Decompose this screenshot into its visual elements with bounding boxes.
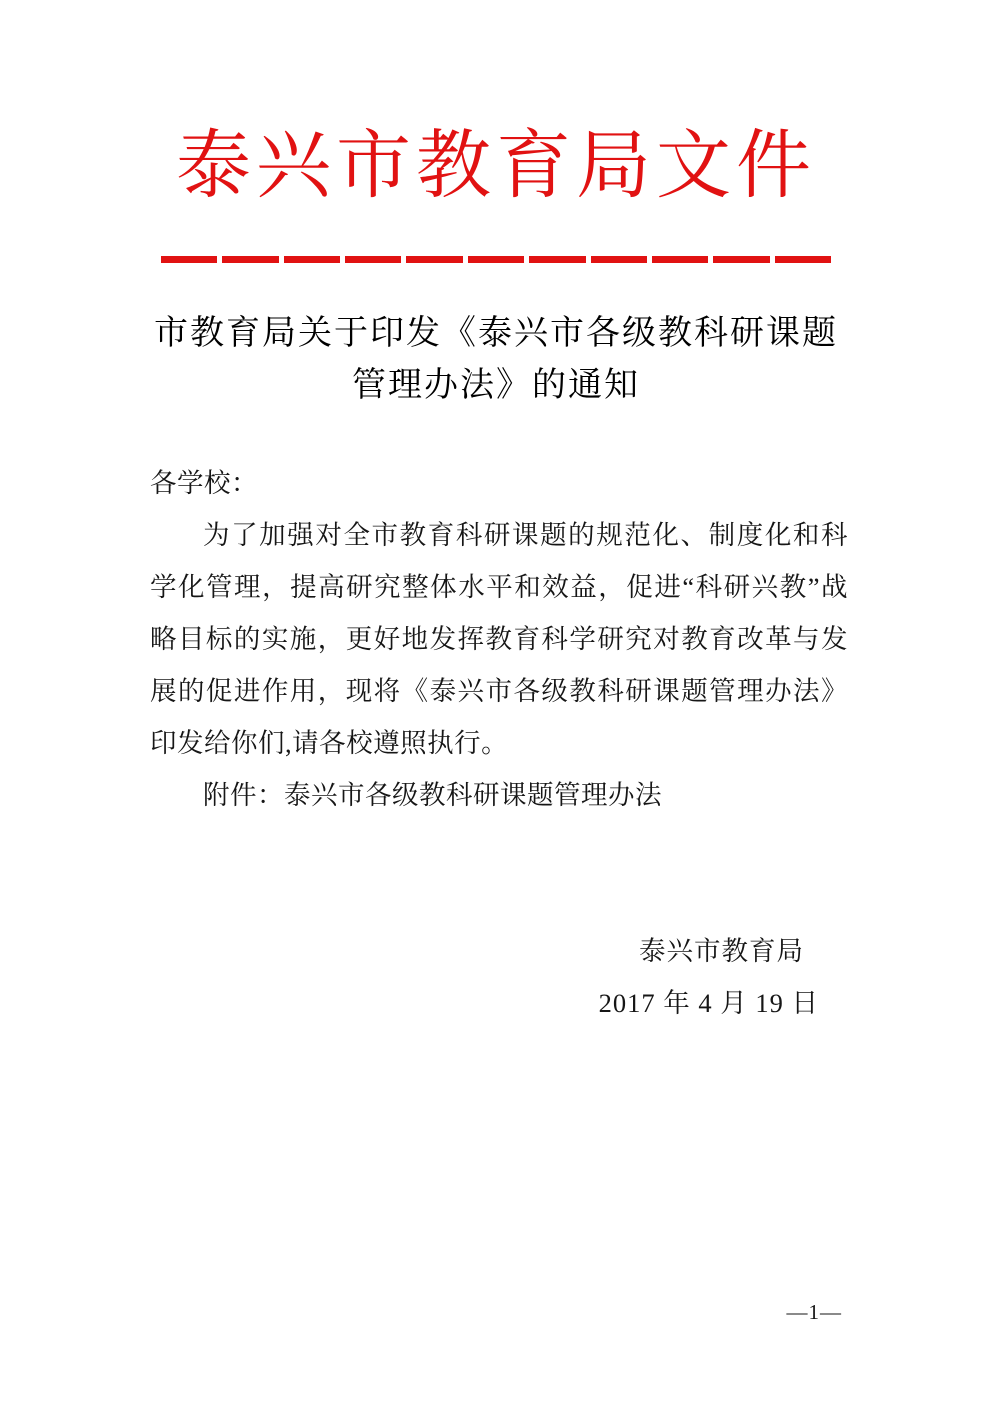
document-body — [150, 457, 848, 821]
salutation: 各学校： — [150, 468, 258, 498]
agency-header-title: 泰兴市教育局文件 — [175, 125, 816, 208]
divider-segment — [345, 256, 401, 263]
signature-org: 泰兴市教育局 — [639, 936, 804, 966]
document-title-line2: 管理办法》的通知 — [352, 367, 640, 404]
divider-segment — [468, 256, 524, 263]
document-title — [0, 308, 992, 412]
document-title-line1: 市教育局关于印发《泰兴市各级教科研课题 — [154, 315, 838, 352]
divider-segment — [222, 256, 278, 263]
attachment-line: 附件：泰兴市各级教科研课题管理办法 — [203, 780, 662, 810]
divider-segment — [652, 256, 708, 263]
divider-segment — [775, 256, 831, 263]
divider-segment — [713, 256, 769, 263]
divider-segment — [529, 256, 585, 263]
body-paragraph: 为了加强对全市教育科研课题的规范化、制度化和科学化管理，提高研究整体水平和效益，促进“科研兴教”战略目标的实施，更好地发挥教育科学研究对教育改革与发展的促进作用，现将《泰兴市各级教科研课题管理办法》印发给你们,请各校遵照执行。 — [150, 520, 848, 758]
red-divider-line — [161, 256, 831, 263]
divider-segment — [161, 256, 217, 263]
signature-block — [0, 925, 992, 1029]
divider-segment — [284, 256, 340, 263]
page-number: —1— — [786, 1300, 842, 1324]
signature-date: 2017 年 4 月 19 日 — [598, 988, 819, 1018]
divider-segment — [406, 256, 462, 263]
divider-segment — [591, 256, 647, 263]
